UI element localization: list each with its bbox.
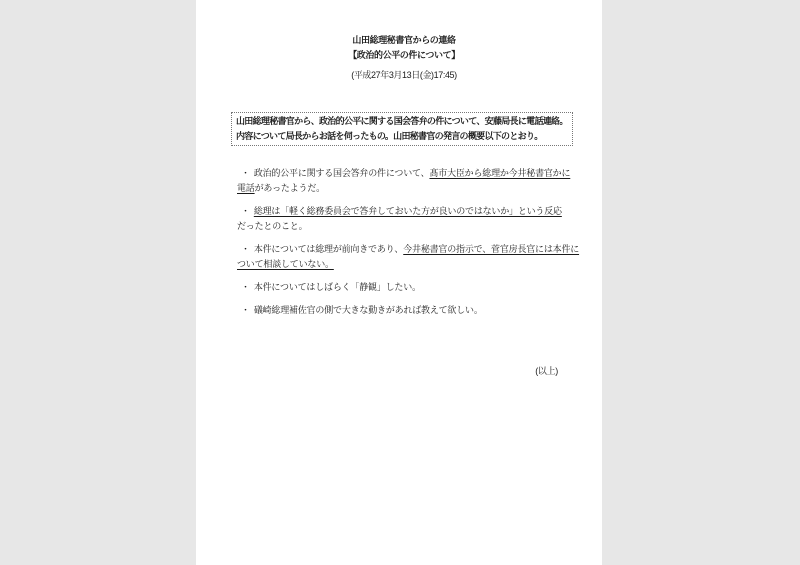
- bullet-marker: ・: [241, 244, 250, 254]
- bullet-marker: ・: [241, 305, 250, 315]
- bullet-first-line: [237, 204, 574, 219]
- text-segment: 礒崎総理補佐官の側で大きな動きがあれば教えて欲しい。: [253, 305, 483, 315]
- bullet-item: [237, 280, 574, 295]
- text-segment: 本件については総理が前向きであり、: [253, 244, 404, 254]
- summary-line: 内容について局長からお話を伺ったもの。山田秘書官の発言の概要以下のとおり。: [236, 131, 543, 141]
- bullet-continuation-line: [237, 257, 574, 272]
- underlined-text: 今井秘書官の指示で、菅官房長官には本件に: [403, 244, 580, 254]
- bullet-continuation-line: [237, 219, 574, 234]
- text-segment: があったようだ。: [254, 183, 325, 193]
- closing-mark: (以上): [535, 366, 558, 376]
- bullet-item: [237, 303, 574, 318]
- bullet-marker: ・: [241, 282, 250, 292]
- bullet-item: [237, 166, 574, 196]
- bullet-item: [237, 242, 580, 272]
- doc-title-line1: 山田総理秘書官からの連絡: [352, 35, 456, 45]
- bullet-marker: ・: [241, 168, 250, 178]
- underlined-text: 電話: [237, 183, 255, 193]
- summary-line: 山田総理秘書官から、政治的公平に関する国会答弁の件について、安藤局長に電話連絡。: [236, 116, 568, 126]
- text-segment: 本件についてはしばらく「静観」したい。: [253, 282, 421, 292]
- bullet-list: [237, 166, 580, 318]
- document-page: [196, 0, 602, 565]
- bullet-marker: ・: [241, 206, 250, 216]
- doc-title-line2: 【政治的公平の件について】: [348, 50, 460, 60]
- text-segment: だったとのこと。: [237, 221, 308, 231]
- bullet-first-line: [237, 166, 574, 181]
- summary-box: [231, 112, 573, 146]
- bullet-first-line: [237, 303, 574, 318]
- underlined-text: 髙市大臣から総理か今井秘書官かに: [429, 168, 571, 178]
- doc-header: [196, 0, 602, 83]
- underlined-text: 総理は「軽く総務委員会で答弁しておいた方が良いのではないか」という反応: [253, 206, 562, 216]
- bullet-continuation-line: [237, 181, 574, 196]
- doc-date: (平成27年3月13日(金)17:45): [351, 70, 457, 80]
- bullet-item: [237, 204, 574, 234]
- bullet-first-line: [237, 242, 580, 257]
- underlined-text: ついて相談していない。: [237, 259, 334, 269]
- bullet-first-line: [237, 280, 574, 295]
- text-segment: 政治的公平に関する国会答弁の件について、: [253, 168, 430, 178]
